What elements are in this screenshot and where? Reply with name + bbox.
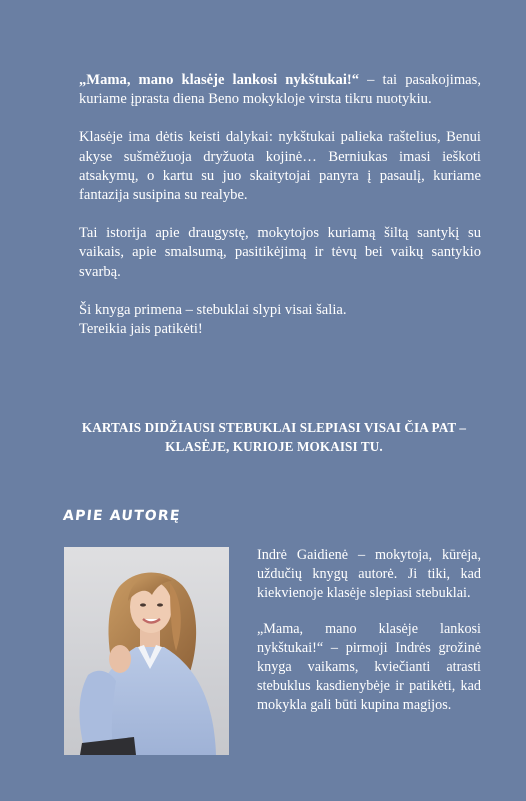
author-bio-paragraph-1: Indrė Gaidienė – mokytoja, kūrėja, uždučių knygų autorė. Ji tiki, kad kiekvienoje klasėje slepiasi stebuklai.	[257, 547, 481, 602]
blurb-paragraph-4	[79, 301, 481, 339]
tagline-line-2: KLASĖJE, KURIOJE MOKAISI TU.	[165, 439, 383, 454]
tagline	[70, 418, 478, 456]
blurb-closing-line-2: Tereikia jais patikėti!	[79, 321, 203, 338]
author-bio	[257, 546, 481, 732]
blurb-paragraph-2: Klasėje ima dėtis keisti dalykai: nykštukai palieka raštelius, Benui akyse sušmėžuoja dryžuota kojinė… Berniukas imasi ieškoti atsakymų, o kartu su juo skaitytojai panyra į pasaulį, kuriame fantazija susipina su realybe.	[79, 129, 481, 204]
author-portrait-illustration	[64, 547, 229, 755]
tagline-line-1: KARTAIS DIDŽIAUSI STEBUKLAI SLEPIASI VISAI ČIA PAT –	[81, 420, 467, 435]
blurb-paragraph-3: Tai istorija apie draugystę, mokytojos kuriamą šiltą santykį su vaikais, apie smalsumą, pasitikėjimą ir tėvų bei vaikų santykio svarbą.	[79, 225, 481, 280]
blurb-closing-line-1: Ši knyga primena – stebuklai slypi visai šalia.	[79, 301, 347, 318]
blurb-paragraph-1	[79, 71, 481, 109]
blurb-book-title: „Mama, mano klasėje lankosi nykštukai!“	[79, 72, 360, 88]
blurb-intro-text: – tai pasakojimas, kuriame įprasta diena Beno mokykloje virsta tikru nuotykiu.	[79, 72, 481, 108]
author-photo	[64, 547, 229, 755]
about-author-heading: APIE AUTORĘ	[62, 508, 182, 524]
back-cover-blurb	[79, 71, 481, 358]
author-bio-paragraph-2: „Mama, mano klasėje lankosi nykštukai!“ – pirmoji Indrės grožinė knyga vaikams, kviečianti atrasti stebuklus kasdienybėje ir patikėti, kad mokykla gali būti kupina magijos.	[257, 620, 481, 714]
